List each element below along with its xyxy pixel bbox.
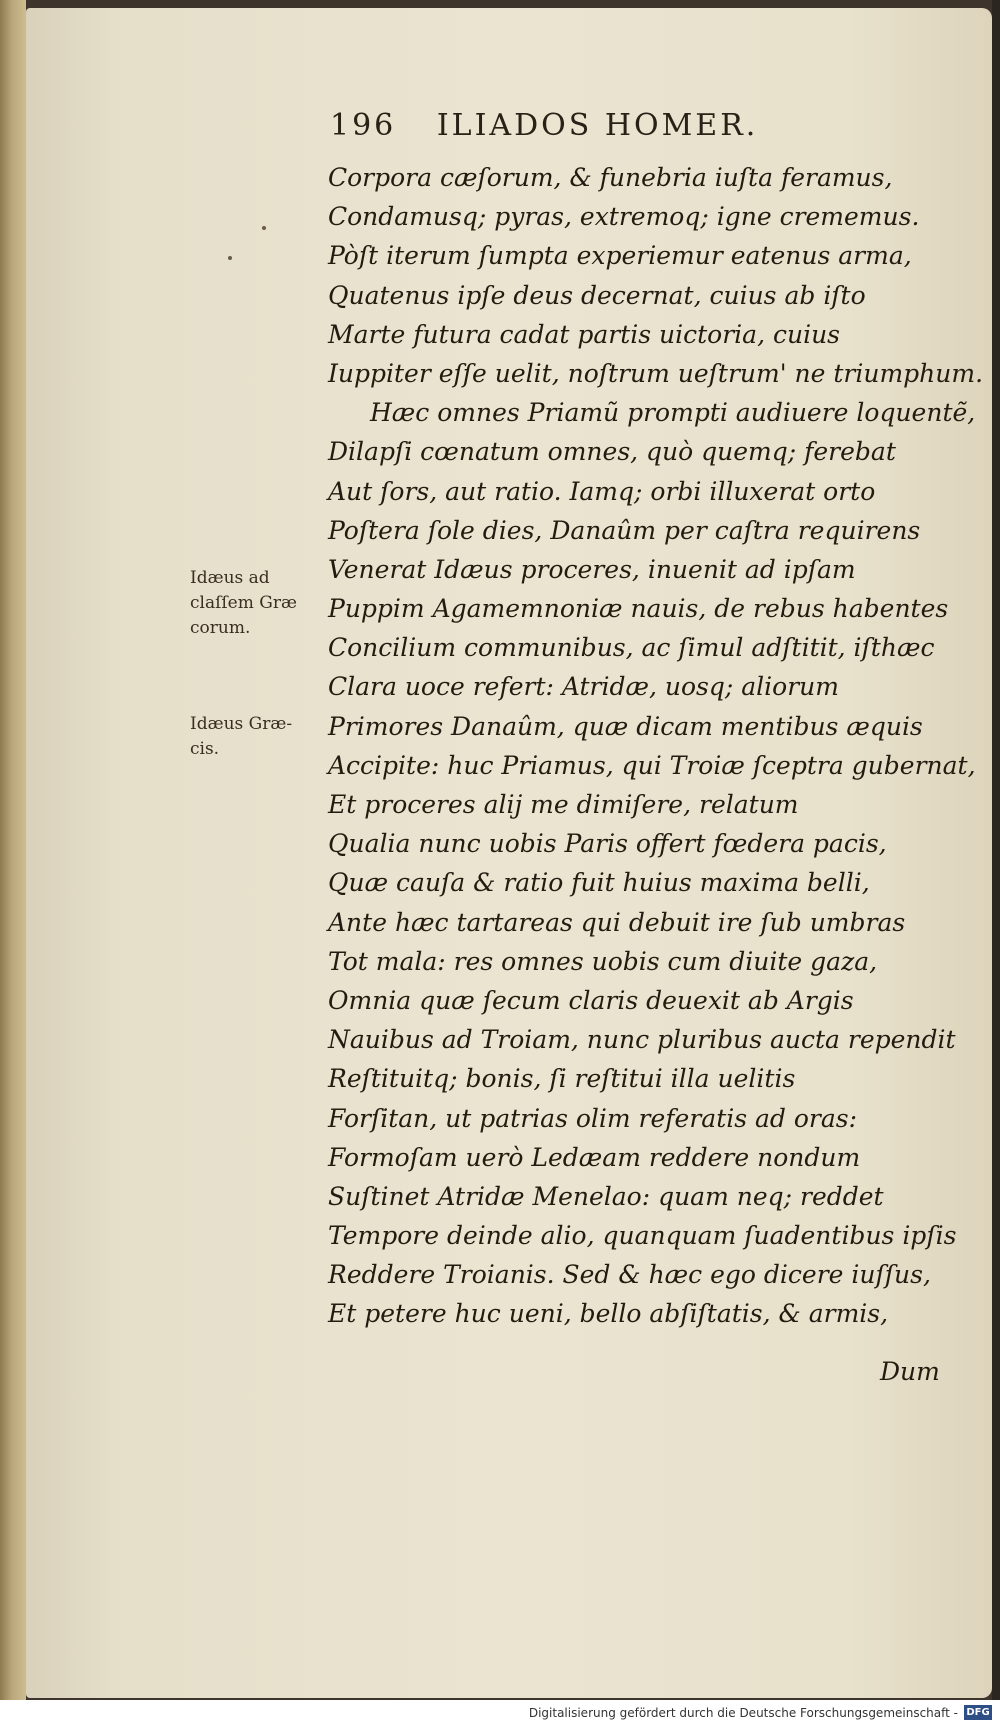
verse-line: Et proceres alij me dimiſere, relatum — [328, 790, 799, 819]
verse-line: Primores Danaûm, quæ dicam mentibus æquis — [328, 711, 923, 741]
verse-line: Accipite: huc Priamus, qui Troiæ ſceptra gubernat, — [328, 750, 976, 780]
verse-line: Quæ cauſa & ratio fuit huius maxima belli, — [328, 868, 870, 898]
catchword: Dum — [880, 1357, 940, 1386]
verse-line: Forſitan, ut patrias olim referatis ad oras: — [328, 1103, 858, 1133]
verse-line: Puppim Agamemnoniæ nauis, de rebus habentes — [328, 594, 949, 624]
marginal-note-line: Idæus Græ- — [190, 714, 293, 734]
verse-line: Hæc omnes Priamũ prompti audiuere loquentẽ, — [370, 398, 976, 428]
running-title: ILIADOS HOMER. — [436, 108, 759, 143]
verse-line: Venerat Idæus proceres, inuenit ad ipſam — [328, 554, 856, 584]
verse-line: Et petere huc ueni, bello abſiſtatis, & armis, — [328, 1299, 889, 1329]
verse-line: Condamusq; pyras, extremoq; igne crememus. — [328, 202, 920, 232]
ink-speck — [262, 226, 266, 230]
footer-bar — [0, 1700, 1000, 1727]
verse-line: Dilapſi cœnatum omnes, quò quemq; ferebat — [328, 437, 896, 467]
verse-line: Tempore deinde alio, quanquam ſuadentibus ipſis — [328, 1221, 957, 1251]
marginal-note-line: Idæus ad — [190, 568, 270, 588]
marginal-note — [190, 566, 325, 641]
marginal-note-line: corum. — [190, 618, 251, 638]
page-left-edge — [0, 0, 26, 1700]
verse-line: Reſtituitq; bonis, ſi reſtitui illa uelitis — [328, 1064, 796, 1094]
page-right-edge — [992, 0, 1000, 1700]
page-number: 196 — [330, 108, 397, 143]
verse-line: Ante hæc tartareas qui debuit ire ſub umbras — [328, 907, 906, 937]
verse-line: Marte futura cadat partis uictoria, cuius — [328, 319, 840, 349]
verse-line: Tot mala: res omnes uobis cum diuite gaza, — [328, 946, 878, 976]
verse-line: Reddere Troianis. Sed & hæc ego dicere iuſſus, — [328, 1260, 931, 1290]
dfg-logo-icon: DFG — [964, 1705, 992, 1720]
verse-line: Concilium communibus, ac ſimul adſtitit, iſthæc — [328, 633, 935, 663]
verse-line: Qualia nunc uobis Paris offert fœdera pacis, — [328, 829, 887, 859]
verse-line: Corpora cæſorum, & funebria iuſta feramus, — [328, 163, 893, 192]
verse-line: Clara uoce refert: Atridæ, uosq; aliorum — [328, 672, 839, 702]
verse-line: Formoſam uerò Ledæam reddere nondum — [328, 1142, 861, 1172]
verse-line: Iuppiter eſſe uelit, noſtrum ueſtrum' ne triumphum. — [328, 358, 984, 388]
ink-speck — [228, 256, 232, 260]
verse-line: Pòſt iterum ſumpta experiemur eatenus arma, — [328, 241, 912, 271]
marginal-note — [190, 712, 325, 762]
running-head — [330, 108, 890, 143]
marginal-note-line: cis. — [190, 739, 220, 759]
funding-credit: Digitalisierung gefördert durch die Deutsche Forschungsgemeinschaft - — [528, 1706, 958, 1720]
marginal-note-line: claſſem Græ — [190, 593, 297, 613]
verse-line: Suſtinet Atridæ Menelao: quam neq; reddet — [328, 1181, 884, 1211]
verse-line: Aut ſors, aut ratio. Iamq; orbi illuxerat orto — [328, 476, 876, 506]
verse-block — [328, 158, 984, 1334]
verse-line: Poſtera ſole dies, Danaûm per caſtra requirens — [328, 515, 921, 545]
verse-line: Nauibus ad Troiam, nunc pluribus aucta rependit — [328, 1025, 956, 1055]
verse-line: Quatenus ipſe deus decernat, cuius ab iſto — [328, 280, 866, 310]
verse-line: Omnia quæ ſecum claris deuexit ab Argis — [328, 985, 854, 1015]
